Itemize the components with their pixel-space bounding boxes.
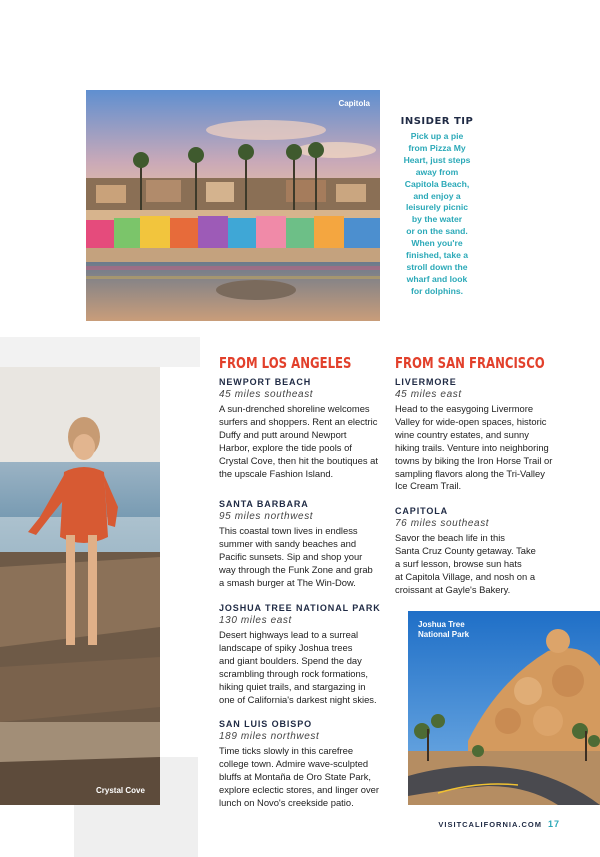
distance: 130 miles east	[219, 614, 292, 626]
place-name: NEWPORT BEACH	[219, 377, 312, 387]
destination-entry	[219, 376, 389, 480]
capitola-photo	[86, 90, 380, 321]
description: Time ticks slowly in this carefree college town. Admire wave-sculpted bluffs at Montaña de Oro State Park, explore eclectic stores, and linger over lunch on Novo's creekside patio.	[219, 745, 379, 809]
place-name: LIVERMORE	[395, 377, 457, 387]
destination-entry	[219, 718, 389, 810]
destination-entry	[395, 505, 565, 597]
page-number: 17	[547, 819, 560, 829]
distance: 45 miles east	[395, 389, 462, 400]
section-heading: FROM LOS ANGELES	[219, 354, 352, 372]
description: Desert highways lead to a surreal landscape of spiky Joshua trees and giant boulders. Spend the day scrambling through rock formations, hiking quiet trails, and stargazing in one of California's darkest night skies.	[219, 628, 377, 705]
description: This coastal town lives in endless summer with sandy beaches and Pacific sunsets. Sip and shop your way through the Funk Zone and grab a smash burger at The Win-Dow.	[219, 525, 373, 589]
insider-tip	[392, 116, 482, 298]
place-name: SAN LUIS OBISPO	[219, 719, 313, 730]
distance: 95 miles northwest	[219, 511, 314, 523]
from-san-francisco-column	[395, 354, 565, 597]
insider-tip-title: INSIDER TIP	[400, 116, 474, 127]
place-name: JOSHUA TREE NATIONAL PARK	[219, 602, 381, 613]
page-footer	[438, 819, 560, 829]
description: Savor the beach life in this Santa Cruz County getaway. Take a surf lesson, browse sun hats at Capitola Village, and nosh on a croissant at Gayle's Bakery.	[395, 532, 536, 595]
description: Head to the easygoing Livermore Valley for wide-open spaces, historic wine country estates, and sunny hiking trails. Venture into neighboring towns by biking the Iron Horse Trail or sampling flavors along the Tri-Valley Ice Cream Trail.	[395, 403, 553, 492]
destination-entry	[395, 376, 565, 493]
site-url[interactable]: VISITCALIFORNIA.COM	[438, 820, 542, 829]
insider-tip-body: Pick up a pie from Pizza My Heart, just steps away from Capitola Beach, and enjoy a leisurely picnic by the water or on the sand. When you're finished, take a stroll down the wharf and look for dolphins.	[403, 131, 471, 296]
distance: 45 miles southeast	[219, 389, 314, 400]
joshua-tree-caption: Joshua Tree National Park	[418, 620, 470, 639]
section-heading: FROM SAN FRANCISCO	[395, 354, 545, 372]
capitola-caption: Capitola	[338, 99, 370, 108]
from-los-angeles-column	[219, 354, 389, 810]
crystal-cove-caption: Crystal Cove	[96, 786, 145, 795]
description: A sun-drenched shoreline welcomes surfers and shoppers. Rent an electric Duffy and putt around Newport Harbor, explore the tide pools of Crystal Cove, then hit the boutiques at the upscale Fashion Island.	[219, 403, 378, 479]
distance: 76 miles southeast	[395, 518, 490, 530]
destination-entry	[219, 602, 389, 706]
background-panel	[0, 337, 200, 367]
joshua-tree-photo	[408, 611, 600, 805]
place-name: CAPITOLA	[395, 506, 449, 517]
distance: 189 miles northwest	[219, 731, 320, 743]
place-name: SANTA BARBARA	[219, 499, 309, 510]
crystal-cove-photo	[0, 367, 160, 805]
destination-entry	[219, 498, 389, 590]
